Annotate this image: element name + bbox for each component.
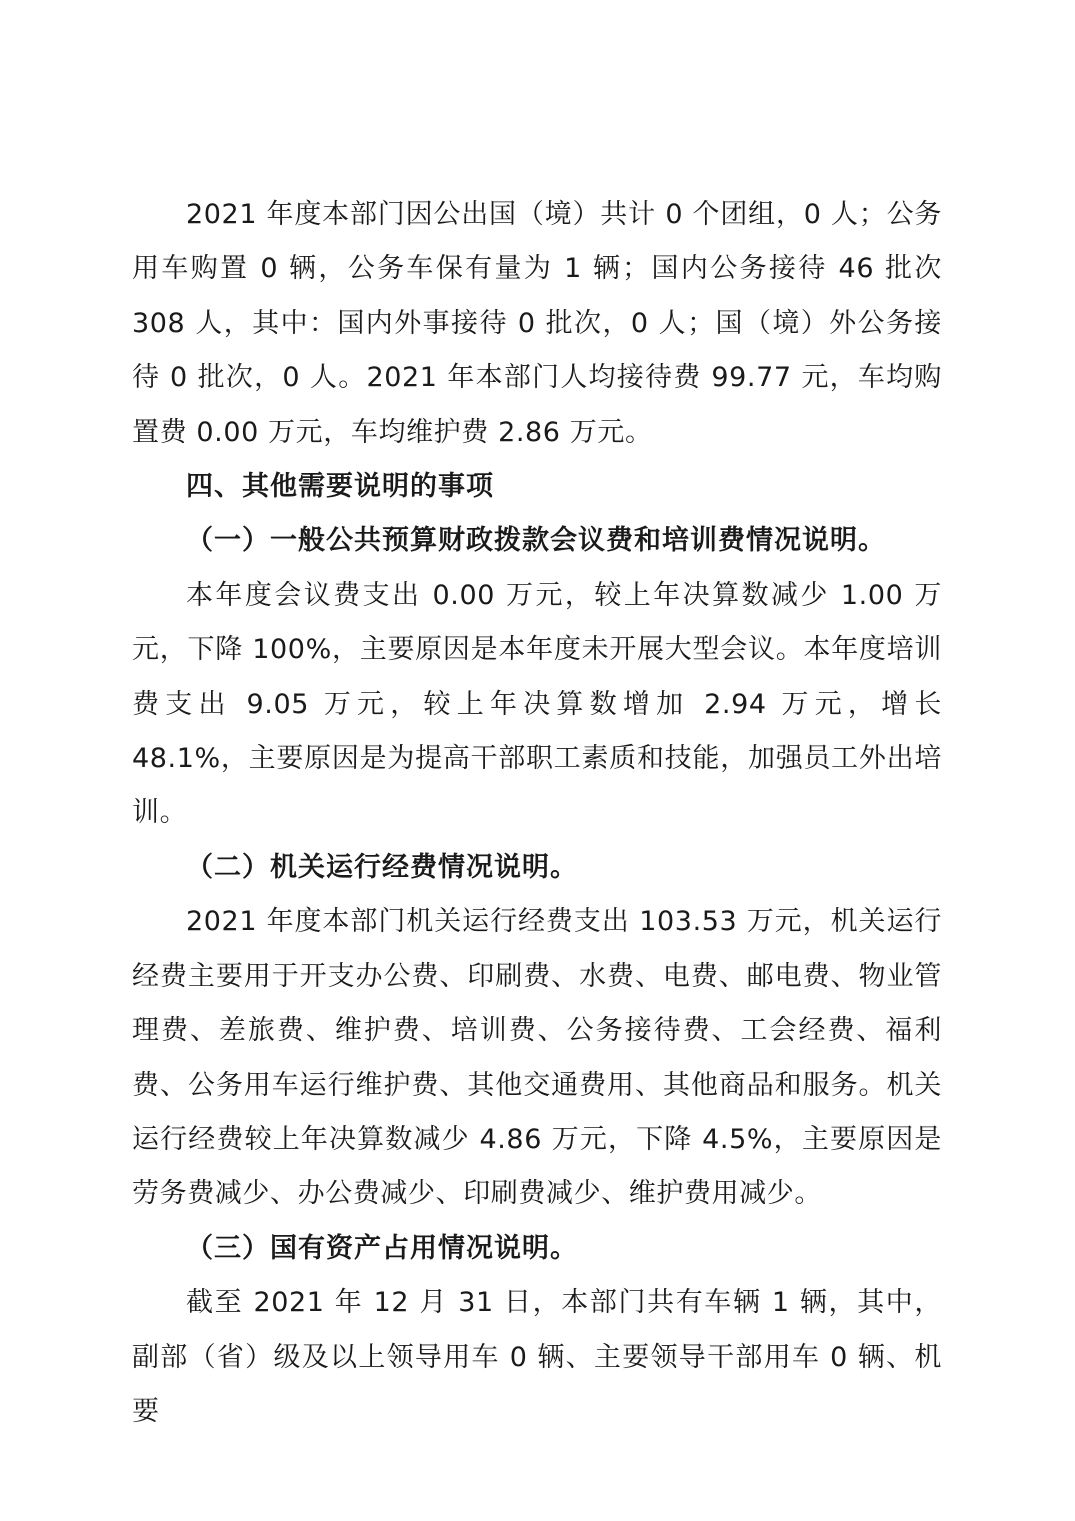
subheading-state-assets: （三）国有资产占用情况说明。 <box>186 1232 578 1264</box>
paragraph-outbound-and-reception: 2021 年度本部门因公出国（境）共计 0 个团组，0 人；公务用车购置 0 辆，公务车保有量为 1 辆；国内公务接待 46 批次 308 人，其中：国内外事接待 0 批次，0 人；国（境）外公务接待 0 批次，0 人。2021 年本部门人均接待费 99.77 元，车均购置费 0.00 万元，车均维护费 2.86 万元。 <box>132 199 942 448</box>
paragraph-operating-expenses: 2021 年度本部门机关运行经费支出 103.53 万元，机关运行经费主要用于开支办公费、印刷费、水费、电费、邮电费、物业管理费、差旅费、维护费、培训费、公务接待费、工会经费、福利费、公务用车运行维护费、其他交通费用、其他商品和服务。机关运行经费较上年决算数减少 4.86 万元，下降 4.5%，主要原因是劳务费减少、办公费减少、印刷费减少、维护费用减少。 <box>132 906 942 1210</box>
paragraph-state-assets: 截至 2021 年 12 月 31 日，本部门共有车辆 1 辆，其中，副部（省）级及以上领导用车 0 辆、主要领导干部用车 0 辆、机要 <box>132 1287 942 1427</box>
document-body <box>132 188 942 1439</box>
paragraph-meeting-training-fees: 本年度会议费支出 0.00 万元，较上年决算数减少 1.00 万元，下降 100%，主要原因是本年度未开展大型会议。本年度培训费支出 9.05 万元，较上年决算数增加 2.94 万元，增长 48.1%，主要原因是为提高干部职工素质和技能，加强员工外出培训。 <box>132 579 942 829</box>
section-heading-other-matters: 四、其他需要说明的事项 <box>186 471 494 503</box>
subheading-operating-expenses: （二）机关运行经费情况说明。 <box>186 851 578 883</box>
subheading-meeting-training-fees: （一）一般公共预算财政拨款会议费和培训费情况说明。 <box>186 525 886 557</box>
